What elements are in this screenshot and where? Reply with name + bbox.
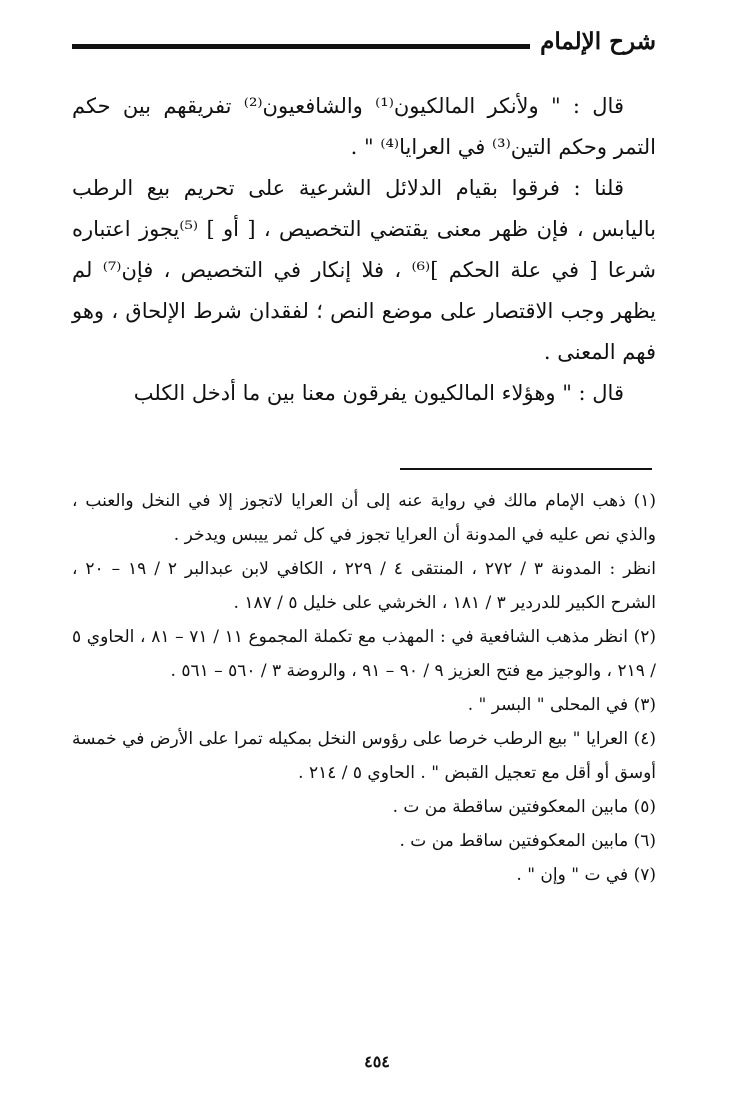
paragraph-2: قلنا : فرقوا بقيام الدلائل الشرعية على تحريم بيع الرطب باليابس ، فإن ظهر معنى يقتضي التخصيص ، [ أو ] ⁽⁵⁾يجوز اعتباره شرعا [ في علة الحكم ]⁽⁶⁾ ، فلا إنكار في التخصيص ، فإن⁽⁷⁾ لم يظهر وجب الاقتصار على موضع النص ؛ لفقدان شرط الإلحاق ، وهو فهم المعنى . [72,176,656,364]
footnote-1-references: انظر : المدونة ٣ / ٢٧٢ ، المنتقى ٤ / ٢٢٩ ، الكافي لابن عبدالبر ٢ / ١٩ – ٢٠ ، الشرح الكبير للدردير ٣ / ١٨١ ، الخرشي على خليل ٥ / ١٨٧ . [72,559,656,613]
header-title: شرح الإلمام [540,28,656,55]
paragraph-1: قال : " ولأنكر المالكيون⁽¹⁾ والشافعيون⁽²⁾ تفريقهم بين حكم التمر وحكم التين⁽³⁾ في العرايا⁽⁴⁾ " . [72,94,656,159]
footnote-3: (٣) في المحلى " البسر " . [467,695,656,715]
paragraph-3: قال : " وهؤلاء المالكيون يفرقون معنا بين ما أدخل الكلب [133,381,624,405]
footnote-4: (٤) العرايا " بيع الرطب خرصا على رؤوس النخل بمكيله تمرا على الأرض في خمسة أوسق أو أقل مع تعجيل القبض " . الحاوي ٥ / ٢١٤ . [72,729,656,783]
running-header [72,26,656,66]
footnote-separator [400,468,652,470]
footnote-2: (٢) انظر مذهب الشافعية في : المهذب مع تكملة المجموع ١١ / ٧١ – ٨١ ، الحاوي ٥ / ٢١٩ ، والوجيز مع فتح العزيز ٩ / ٩٠ – ٩١ ، والروضة ٣ / ٥٦٠ – ٥٦١ . [72,627,656,681]
page-number: ٤٥٤ [364,1052,390,1071]
main-text [72,86,656,414]
footnote-7: (٧) في ت " وإن " . [516,865,656,885]
footnotes [72,484,656,892]
footnote-5: (٥) مابين المعكوفتين ساقطة من ت . [392,797,656,817]
footnote-1: (١) ذهب الإمام مالك في رواية عنه إلى أن العرايا لاتجوز إلا في النخل والعنب ، والذي نص عليه في المدونة أن العرايا تجوز في كل ثمر ييبس ويدخر . [72,491,656,545]
footnote-6: (٦) مابين المعكوفتين ساقط من ت . [399,831,656,851]
header-rule [72,44,530,49]
